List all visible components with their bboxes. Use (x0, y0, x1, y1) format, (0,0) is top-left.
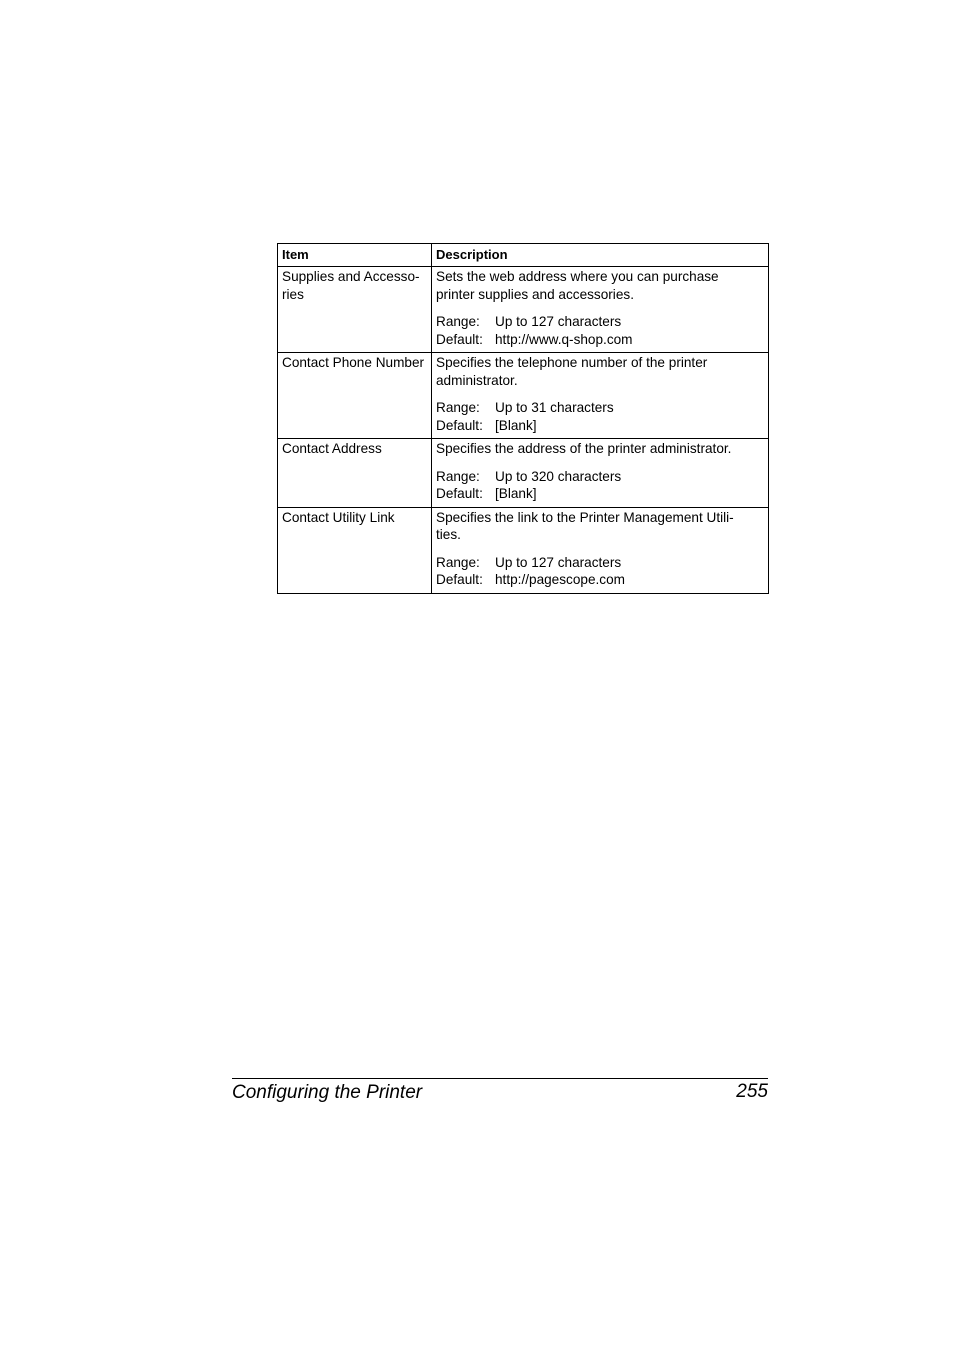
table-row-contact-address (278, 439, 769, 508)
range-label: Range: (436, 554, 480, 570)
item-cell (278, 267, 432, 353)
item-cell (278, 439, 432, 508)
description-line: Specifies the address of the printer administrator. (436, 441, 732, 456)
footer-section-title: Configuring the Printer (232, 1082, 423, 1103)
default-label: Default: (436, 417, 483, 433)
item-cell (278, 353, 432, 439)
description-line: administrator. (436, 372, 518, 388)
item-name-line: Contact Address (282, 441, 382, 456)
description-cell (432, 353, 769, 439)
default-value: [Blank] (495, 486, 537, 501)
item-name-line: Contact Phone Number (282, 355, 425, 370)
range-line (436, 399, 764, 417)
default-line (436, 571, 764, 589)
default-line (436, 417, 764, 435)
description-line: printer supplies and accessories. (436, 286, 634, 302)
column-header-item: Item (278, 244, 432, 267)
settings-table (277, 243, 769, 594)
default-line (436, 331, 764, 349)
range-value: Up to 127 characters (495, 554, 622, 570)
item-name-line: ries (282, 286, 304, 302)
item-cell (278, 507, 432, 593)
page-number: 255 (736, 1081, 768, 1102)
item-name-line: Supplies and Accesso- (282, 269, 420, 284)
range-value: Up to 31 characters (495, 400, 614, 415)
range-value: Up to 127 characters (495, 314, 622, 329)
table-header-row (278, 244, 769, 267)
range-label: Range: (436, 314, 480, 329)
item-name-line: Contact Utility Link (282, 509, 395, 525)
description-text (436, 268, 764, 303)
description-line: Specifies the telephone number of the printer (436, 355, 708, 370)
description-text (436, 509, 764, 544)
description-cell (432, 507, 769, 593)
range-line (436, 554, 764, 572)
default-value: [Blank] (495, 417, 537, 433)
range-value: Up to 320 characters (495, 468, 622, 484)
default-line (436, 485, 764, 503)
range-line (436, 468, 764, 486)
description-line: Sets the web address where you can purchase (436, 269, 719, 284)
default-label: Default: (436, 572, 483, 587)
range-label: Range: (436, 400, 480, 415)
range-line (436, 313, 764, 331)
description-text (436, 354, 764, 389)
description-cell (432, 267, 769, 353)
default-value: http://pagescope.com (495, 572, 625, 587)
description-cell (432, 439, 769, 508)
description-line: Specifies the link to the Printer Management Utili- (436, 509, 734, 525)
description-text (436, 440, 764, 458)
default-value: http://www.q-shop.com (495, 331, 633, 347)
footer-divider (232, 1078, 768, 1079)
table-row-supplies-and-accessories (278, 267, 769, 353)
default-label: Default: (436, 486, 483, 501)
table-row-contact-phone-number (278, 353, 769, 439)
table-row-contact-utility-link (278, 507, 769, 593)
range-label: Range: (436, 468, 480, 484)
default-label: Default: (436, 331, 483, 347)
column-header-description: Description (432, 244, 769, 267)
description-line: ties. (436, 527, 461, 542)
